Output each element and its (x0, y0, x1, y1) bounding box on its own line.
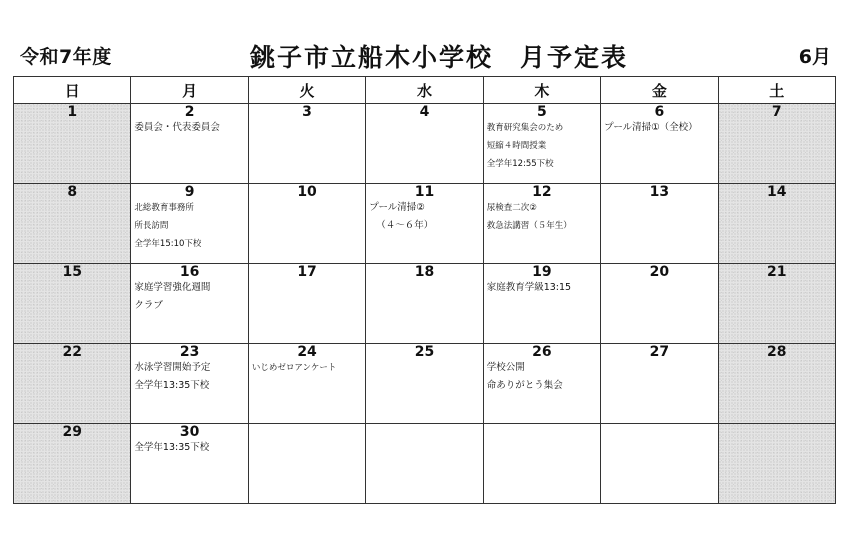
day-cell (483, 264, 600, 344)
day-cell-saturday (718, 344, 835, 424)
day-number: 18 (414, 264, 435, 280)
day-cell (366, 104, 483, 184)
event-text: 全学年15:10下校 (134, 239, 202, 249)
day-cell (483, 104, 600, 184)
day-cell (601, 184, 718, 264)
day-cell (248, 104, 365, 184)
day-cell-sunday (14, 424, 131, 504)
weekday-saturday: 土 (718, 77, 835, 104)
day-cell-empty (483, 424, 600, 504)
event-text: 北総教育事務所 (134, 203, 194, 213)
event-text: 家庭教育学級13:15 (486, 282, 572, 293)
day-cell (248, 344, 365, 424)
event-text: 学校公開 (486, 362, 525, 373)
day-cell-empty (601, 424, 718, 504)
day-number: 2 (184, 104, 195, 120)
day-cell (248, 264, 365, 344)
week-row (14, 104, 836, 184)
day-cell (131, 184, 248, 264)
day-number: 20 (649, 264, 670, 280)
weekday-sunday: 日 (14, 77, 131, 104)
day-cell-saturday-empty (718, 424, 835, 504)
day-number: 22 (62, 344, 82, 360)
event-text: 全学年12:55下校 (486, 159, 554, 169)
day-number: 26 (532, 344, 552, 360)
day-number: 27 (649, 344, 670, 360)
day-number: 7 (771, 104, 782, 120)
day-cell-sunday (14, 344, 131, 424)
day-number: 5 (537, 104, 547, 120)
day-number: 14 (767, 184, 787, 200)
day-cell (483, 184, 600, 264)
day-number: 12 (532, 184, 552, 200)
day-number: 19 (532, 264, 552, 280)
weekday-tuesday: 火 (248, 77, 365, 104)
day-number: 1 (67, 104, 78, 120)
day-number: 21 (767, 264, 787, 280)
calendar-table (13, 76, 836, 504)
weekday-wednesday: 水 (366, 77, 483, 104)
day-number: 9 (184, 184, 195, 200)
day-number: 28 (767, 344, 787, 360)
day-cell (131, 424, 248, 504)
event-text: （４～６年） (376, 220, 434, 231)
event-text: 委員会・代表委員会 (134, 122, 220, 133)
day-cell-empty (366, 424, 483, 504)
event-text: 救急法講習（５年生） (486, 221, 572, 231)
page-header (0, 38, 861, 72)
day-number: 29 (62, 424, 82, 440)
day-cell (601, 344, 718, 424)
day-cell (248, 184, 365, 264)
event-text: 水泳学習開始予定 (134, 362, 211, 373)
weekday-monday: 月 (131, 77, 248, 104)
day-cell-saturday (718, 264, 835, 344)
day-number: 11 (414, 184, 435, 200)
week-row (14, 344, 836, 424)
day-cell (601, 104, 718, 184)
day-cell (366, 264, 483, 344)
week-row (14, 424, 836, 504)
weekday-header-row (14, 77, 836, 104)
day-number: 4 (419, 104, 430, 120)
page-title: 銚子市立船木小学校 月予定表 (250, 43, 629, 72)
day-cell (131, 344, 248, 424)
school-year: 令和7年度 (20, 46, 112, 68)
day-cell (601, 264, 718, 344)
day-number: 10 (297, 184, 317, 200)
event-text: 家庭学習強化週間 (134, 282, 211, 293)
event-text: 全学年13:35下校 (134, 380, 210, 391)
event-text: プール清掃①（全校） (604, 122, 698, 133)
day-number: 30 (179, 424, 200, 440)
day-cell-empty (248, 424, 365, 504)
event-text: いじめゼロアンケート (251, 363, 337, 373)
event-text: 命ありがとう集会 (486, 380, 563, 391)
day-number: 15 (62, 264, 82, 280)
month-label: 6月 (798, 46, 831, 68)
day-cell-saturday (718, 184, 835, 264)
day-number: 13 (649, 184, 670, 200)
event-text: 全学年13:35下校 (134, 442, 210, 453)
event-text: 所長訪問 (134, 221, 169, 231)
day-number: 25 (414, 344, 435, 360)
event-text: 教育研究集会のため (486, 123, 564, 133)
event-text: クラブ (134, 300, 163, 311)
day-number: 23 (179, 344, 200, 360)
day-number: 17 (297, 264, 317, 280)
week-row (14, 264, 836, 344)
day-cell-saturday (718, 104, 835, 184)
day-cell-sunday (14, 104, 131, 184)
event-text: 尿検査二次② (486, 203, 537, 213)
day-cell (483, 344, 600, 424)
day-cell-sunday (14, 264, 131, 344)
day-cell (131, 104, 248, 184)
weekday-thursday: 木 (483, 77, 600, 104)
weekday-friday: 金 (601, 77, 718, 104)
day-cell (366, 184, 483, 264)
event-text: 短縮４時間授業 (486, 141, 547, 151)
day-cell (131, 264, 248, 344)
day-cell-sunday (14, 184, 131, 264)
day-cell (366, 344, 483, 424)
day-number: 3 (302, 104, 312, 120)
day-number: 16 (179, 264, 200, 280)
day-number: 8 (67, 184, 78, 200)
week-row (14, 184, 836, 264)
event-text: プール清掃② (369, 202, 425, 213)
day-number: 24 (297, 344, 317, 360)
day-number: 6 (654, 104, 665, 120)
